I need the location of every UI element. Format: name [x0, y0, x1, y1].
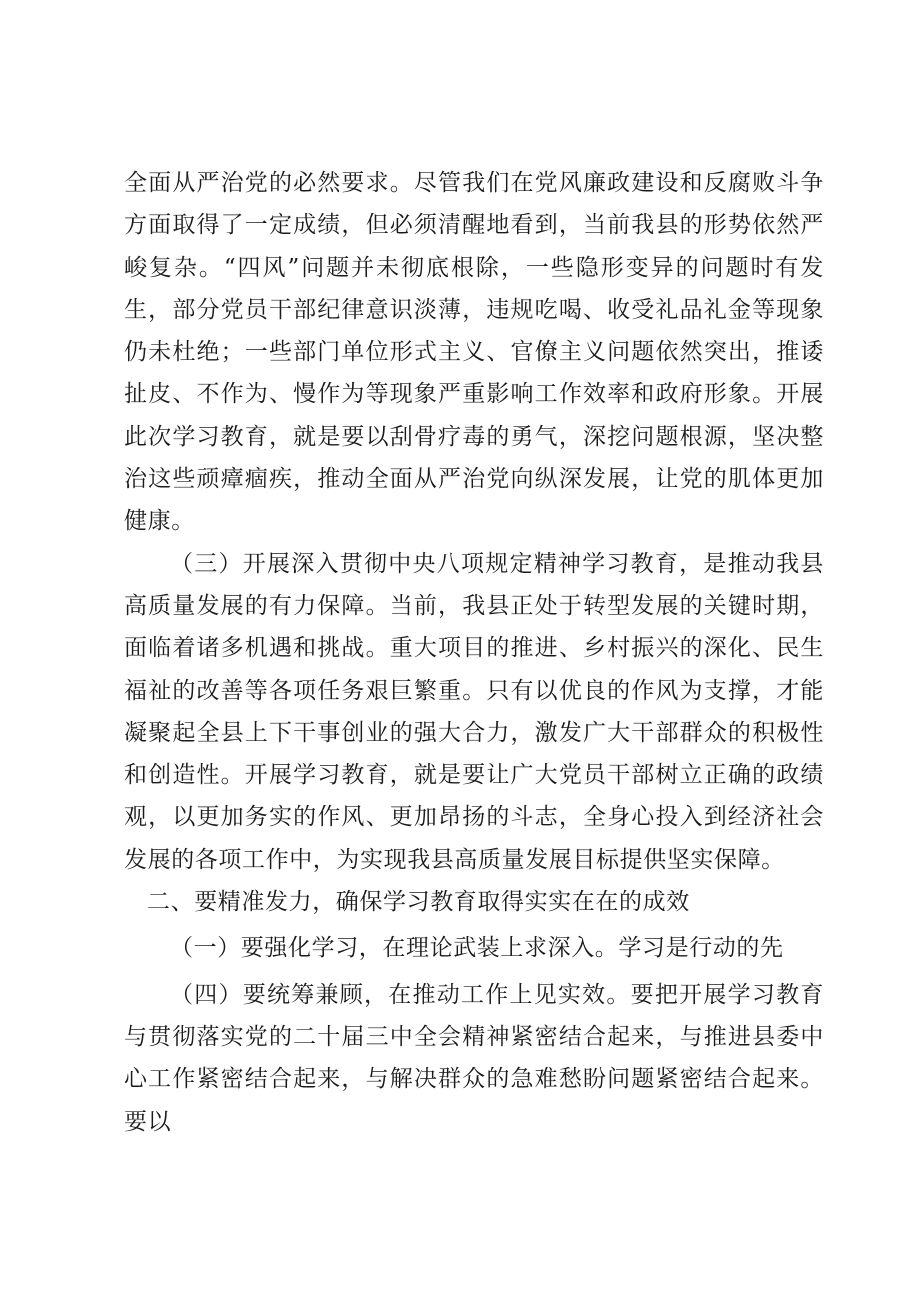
document-body: [124, 162, 824, 1143]
paragraph-continuation: 全面从严治党的必然要求。尽管我们在党风廉政建设和反腐败斗争方面取得了一定成绩，但必须清醒地看到，当前我县的形势依然严峻复杂。“四风”问题并未彻底根除，一些隐形变异的问题时有发生，部分党员干部纪律意识淡薄，违规吃喝、收受礼品礼金等现象仍未杜绝；一些部门单位形式主义、官僚主义问题依然突出，推诿扯皮、不作为、慢作为等现象严重影响工作效率和政府形象。开展此次学习教育，就是要以刮骨疗毒的勇气，深挖问题根源，坚决整治这些顽瘴痼疾，推动全面从严治党向纵深发展，让党的肌体更加健康。: [124, 170, 824, 535]
paragraph-section-three: （三）开展深入贯彻中央八项规定精神学习教育，是推动我县高质量发展的有力保障。当前，我县正处于转型发展的关键时期，面临着诸多机遇和挑战。重大项目的推进、乡村振兴的深化、民生福祉的改善等各项任务艰巨繁重。只有以优良的作风为支撑，才能凝聚起全县上下干事创业的强大合力，激发广大干部群众的积极性和创造性。开展学习教育，就是要让广大党员干部树立正确的政绩观，以更加务实的作风、更加昂扬的斗志，全身心投入到经济社会发展的各项工作中，为实现我县高质量发展目标提供坚实保障。: [124, 550, 824, 873]
paragraph-subsection-four: （四）要统筹兼顾，在推动工作上见实效。要把开展学习教育与贯彻落实党的二十届三中全会精神紧密结合起来，与推进县委中心工作紧密结合起来，与解决群众的急难愁盼问题紧密结合起来。要以: [124, 981, 824, 1135]
paragraph-subsection-one: （一）要强化学习，在理论武装上求深入。学习是行动的先: [170, 935, 784, 962]
section-heading-two: 二、要精准发力，确保学习教育取得实实在在的成效: [147, 889, 690, 916]
